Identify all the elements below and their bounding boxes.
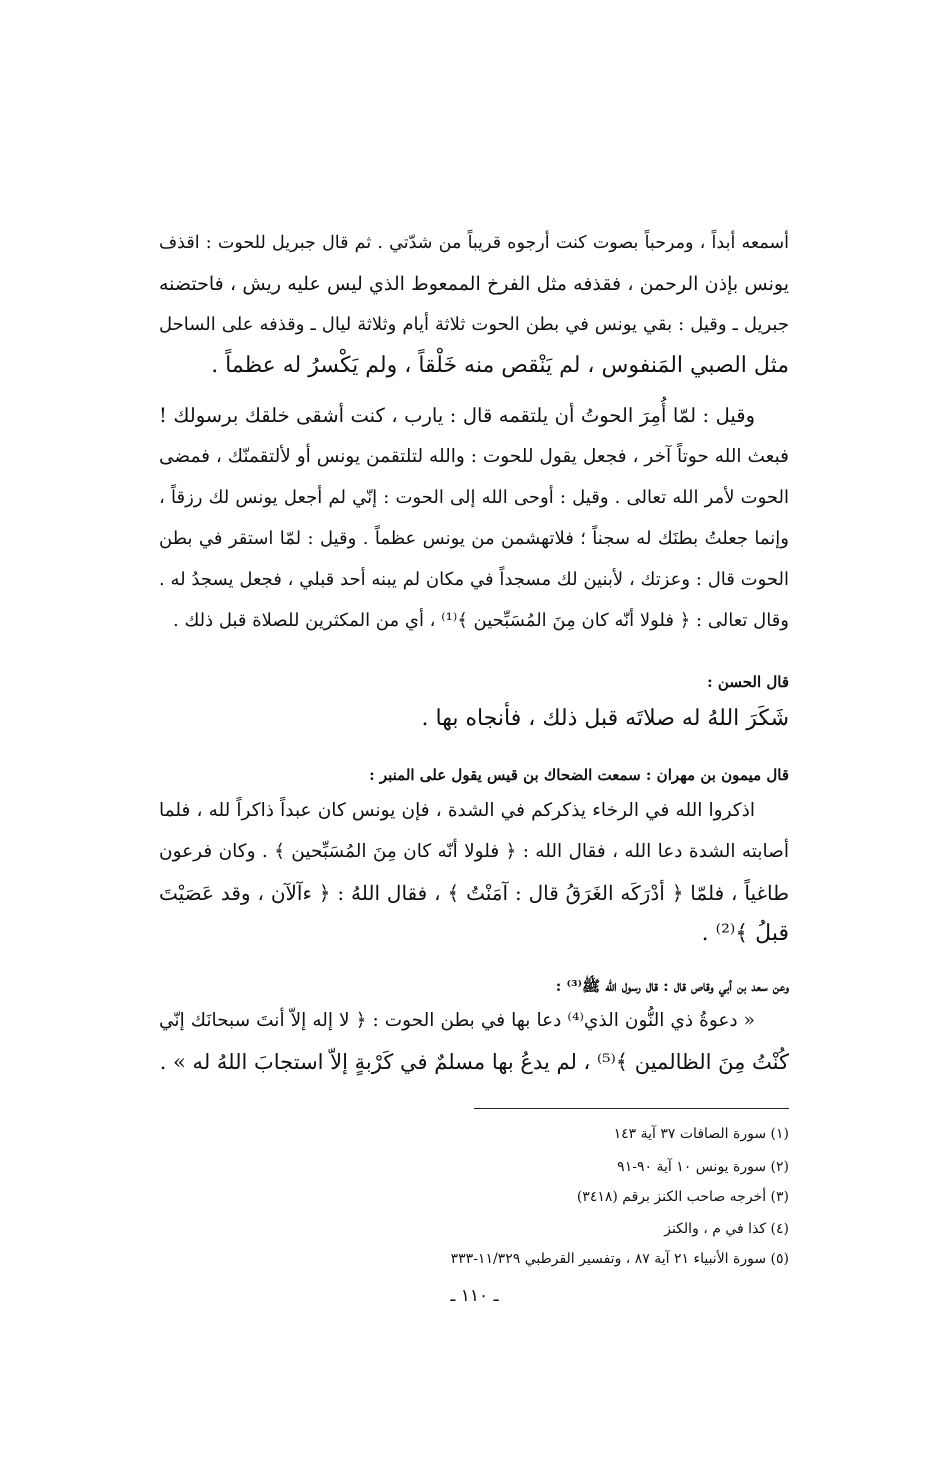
text-line: أسمعه أبداً ، ومرحباً بصوت كنت أرجوه قريباً من شدّتي . ثم قال جبريل للحوت : اقذف [159,233,789,253]
text-line: مثل الصبي المَنفوس ، لم يَنْقص منه خَلْقاً ، ولم يَكْسرُ له عظماً . [211,353,789,378]
text-line: فبعث الله حوتاً آخر ، فجعل يقول للحوت : والله لتلتقمن يونس أو لألتقمنّك ، فمضى [159,446,789,467]
text-line: أصابته الشدة دعا الله ، فقال الله : ﴿ فلولا أنّه كان مِنَ المُسَبِّحين ﴾ . وكان فرعون [159,841,789,862]
footnote: (٣) أخرجه صاحب الكنز برقم (٣٤١٨) [576,1189,789,1205]
footnote: (٥) سورة الأنبياء ٢١ آية ٨٧ ، وتفسير القرطبي ١١/٣٢٩-٣٣٣ [450,1251,789,1267]
text-line: وإنما جعلتُ بطنَك له سجناً ؛ فلاتهشمن من يونس عظماً . وقيل : لمّا استقر في بطن [159,528,789,549]
page-number: ـ ١١٠ ـ [450,1286,499,1306]
text-line: وقيل : لمّا أُمِرَ الحوتُ أن يلتقمه قال : يارب ، كنت أشقى خلقك برسولك ! [159,404,755,427]
footnote: (٢) سورة يونس ١٠ آية ٩٠-٩١ [617,1159,789,1175]
footnote: (٤) كذا في م ، والكنز [664,1221,789,1237]
text-line: يونس بإذن الرحمن ، فقذفه مثل الفرخ الممعوط الذي ليس عليه ريش ، فاحتضنه [159,273,789,295]
text-line: طاغياً ، فلمّا ﴿ أدْرَكَه الغَرَقُ قال : آمَنْتُ ﴾ ، فقال اللهُ : ﴿ ءآلآن ، وقد عَصَيْتَ [159,881,790,905]
section-heading: قال ميمون بن مهران : سمعت الضحاك بن قيس يقول على المنبر : [369,766,789,784]
text-line: اذكروا الله في الرخاء يذكركم في الشدة ، فإن يونس كان عبداً ذاكراً لله ، فلما [159,800,755,821]
section-heading: وعن سعد بن أبي وقاص قال : قال رسول الله ﷺ⁽³⁾ : [555,977,789,995]
text-line: الحوت لأمر الله تعالى . وقيل : أوحى الله إلى الحوت : إنّي لم أجعل يونس لك رزقاً ، [159,487,789,508]
footnote: (١) سورة الصافات ٣٧ آية ١٤٣ [613,1126,789,1142]
text-line: وقال تعالى : ﴿ فلولا أنّه كان مِنَ المُسَبِّحين ﴾⁽¹⁾ ، أي من المكثرين للصلاة قبل ذلك . [173,610,789,631]
text-line: كُنْتُ مِنَ الظالمين ﴾⁽⁵⁾ ، لم يدعُ بها مسلمٌ في كَرْبةٍ إلاّ استجابَ اللهُ له » . [159,1050,789,1074]
text-line: قبلُ ﴾⁽²⁾ . [701,921,789,946]
text-line: شَكَرَ اللهُ له صلاتَه قبل ذلك ، فأنجاه بها . [421,706,789,731]
text-line: الحوت قال : وعزتك ، لأبنين لك مسجداً في مكان لم يبنه أحد قبلي ، فجعل يسجدُ له . [159,569,789,590]
section-heading: قال الحسن : [707,673,789,691]
text-line: جبريل ـ وقيل : بقي يونس في بطن الحوت ثلاثة أيام وثلاثة ليال ـ وقذفه على الساحل [159,314,789,335]
text-line: « دعوةُ ذي النُّون الذي⁽⁴⁾ دعا بها في بطن الحوت : ﴿ لا إله إلاّ أنتَ سبحانَك إنّي [159,1010,756,1031]
footnote-divider [474,1108,789,1109]
